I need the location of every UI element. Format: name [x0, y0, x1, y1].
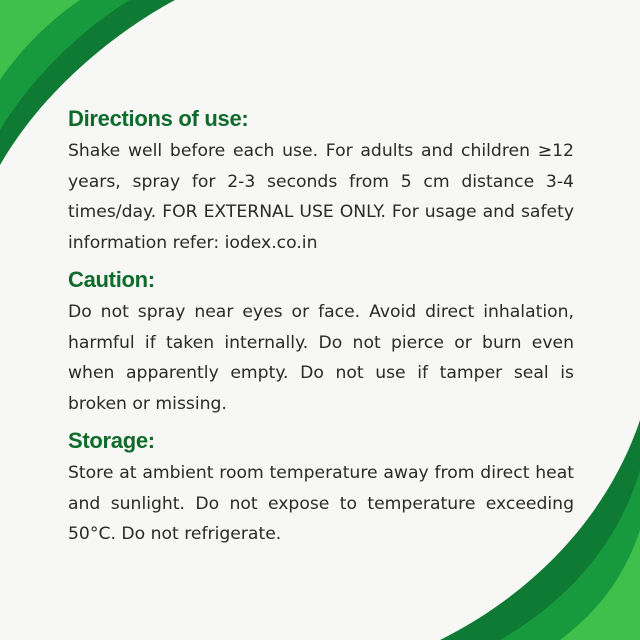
directions-text: Shake well before each use. For adults and children ≥12 years, spray for 2-3 seconds from 5 cm distance 3-4 times/day. FOR EXTERNAL USE ONLY. For usage and safety information refer: iodex.co.in — [68, 141, 574, 253]
storage-section — [68, 426, 574, 550]
caution-heading: Caution: — [68, 267, 155, 292]
directions-heading: Directions of use: — [68, 106, 249, 131]
caution-text: Do not spray near eyes or face. Avoid direct inhalation, harmful if taken internally. Do not pierce or burn even when apparently empty. Do not use if tamper seal is broken or missing. — [68, 302, 574, 414]
caution-section — [68, 265, 574, 419]
directions-section — [68, 104, 574, 258]
instructions-panel — [68, 104, 574, 550]
storage-text: Store at ambient room temperature away from direct heat and sunlight. Do not expose to temperature exceeding 50°C. Do not refrigerate. — [68, 463, 574, 544]
storage-heading: Storage: — [68, 428, 155, 453]
